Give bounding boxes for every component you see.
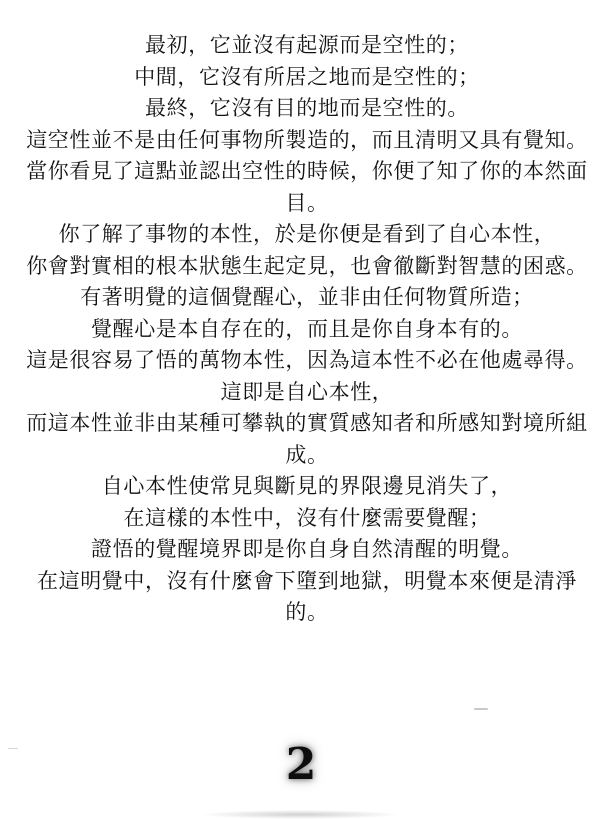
text-line: 這是很容易了悟的萬物本性，因為這本性不必在他處尋得。 [26, 348, 588, 372]
text-line: 最終，它沒有目的地而是空性的。 [145, 96, 469, 120]
text-line: 而這本性並非由某種可攀執的實質感知者和所感知對境所組 [26, 411, 588, 435]
text-line: 中間，它沒有所居之地而是空性的； [134, 64, 480, 89]
text-line: 目。 [285, 190, 329, 215]
text-line: 你了解了事物的本性，於是你便是看到了自心本性， [58, 222, 556, 246]
scan-mark [474, 708, 488, 710]
text-line: 成。 [285, 442, 329, 467]
text-line: 自心本性使常見與斷見的界限邊見消失了， [101, 474, 513, 498]
text-line: 覺醒心是本自存在的，而且是你自身本有的。 [91, 316, 523, 341]
body-text [0, 30, 614, 629]
text-line: 你會對實相的根本狀態生起定見，也會徹斷對智慧的困惑。 [26, 253, 588, 278]
text-line: 在這樣的本性中，沒有什麼需要覺醒； [123, 505, 491, 530]
text-line: 當你看見了這點並認出空性的時候，你便了知了你的本然面 [26, 159, 588, 183]
text-line: 這空性並不是由任何事物所製造的，而且清明又具有覺知。 [26, 127, 588, 152]
text-line: 最初，它並沒有起源而是空性的； [145, 33, 469, 57]
scan-smudge [200, 810, 400, 819]
scan-mark-left [8, 748, 18, 749]
text-line: 這即是自心本性， [220, 379, 394, 404]
text-line: 有著明覺的這個覺醒心，並非由任何物質所造； [80, 285, 534, 309]
page-number: 2 [285, 739, 317, 790]
text-line: 證悟的覺醒境界即是你自身自然清醒的明覺。 [91, 537, 523, 561]
text-line: 的。 [285, 600, 329, 624]
text-line: 在這明覺中，沒有什麼會下墮到地獄，明覺本來便是清淨 [37, 568, 577, 593]
